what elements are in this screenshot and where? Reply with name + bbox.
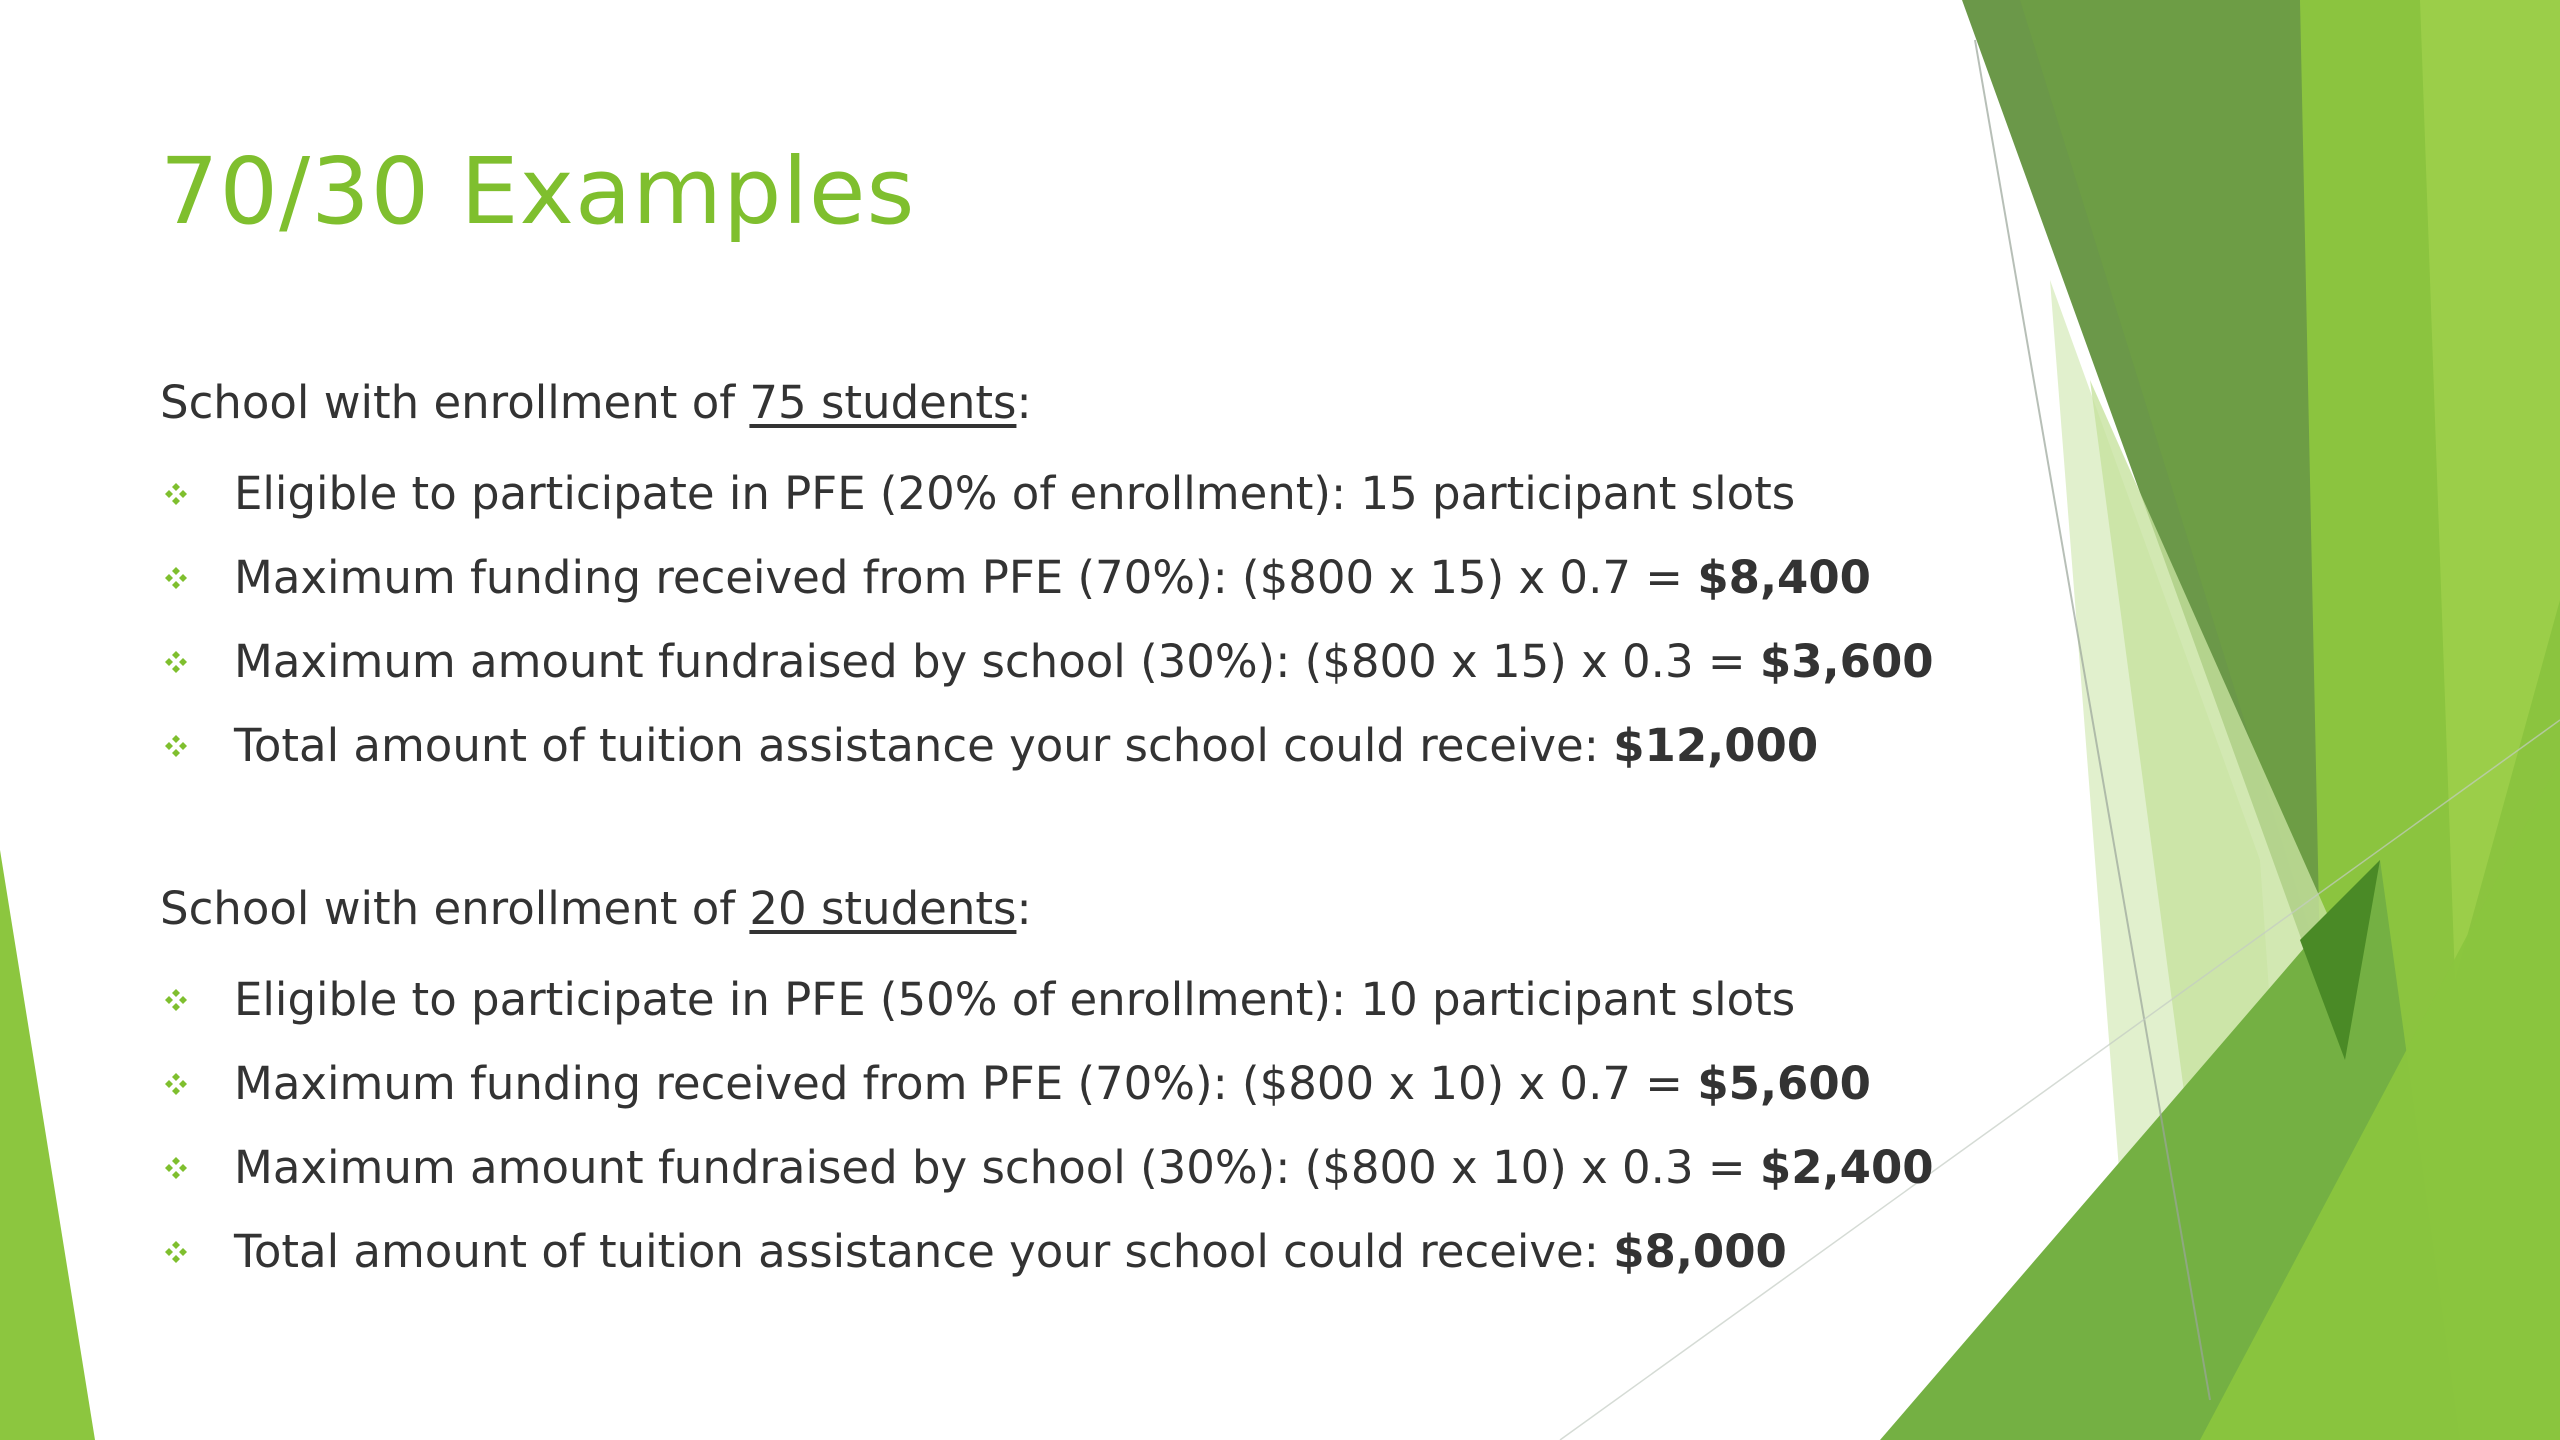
four-diamond-bullet-icon	[164, 1156, 188, 1180]
four-diamond-bullet-icon	[164, 1072, 188, 1096]
bullet-amount: $8,400	[1697, 551, 1871, 604]
four-diamond-bullet-icon	[164, 988, 188, 1012]
bullet-list	[160, 958, 1934, 1294]
bullet-text: Total amount of tuition assistance your school could receive:	[234, 719, 1614, 772]
intro-suffix: :	[1016, 882, 1032, 935]
four-diamond-bullet-icon	[164, 482, 188, 506]
bullet-item	[160, 1042, 1934, 1126]
bullet-amount: $3,600	[1759, 635, 1934, 688]
four-diamond-bullet-icon	[164, 650, 188, 674]
section-75-students	[160, 368, 1934, 788]
bullet-amount: $8,000	[1613, 1225, 1787, 1278]
bullet-item	[160, 958, 1934, 1042]
bullet-item	[160, 536, 1934, 620]
bullet-text: Total amount of tuition assistance your school could receive:	[234, 1225, 1614, 1278]
four-diamond-bullet-icon	[164, 566, 188, 590]
bullet-text: Maximum funding received from PFE (70%): ($800 x 10) x 0.7 =	[234, 1057, 1698, 1110]
bullet-amount: $12,000	[1613, 719, 1819, 772]
bullet-item	[160, 704, 1934, 788]
bullet-item	[160, 452, 1934, 536]
bullet-text: Maximum amount fundraised by school (30%): ($800 x 10) x 0.3 =	[234, 1141, 1760, 1194]
intro-enrollment: 75 students	[749, 376, 1017, 429]
bullet-text: Eligible to participate in PFE (50% of enrollment): 10 participant slots	[234, 973, 1796, 1026]
section-20-students	[160, 874, 1934, 1294]
bullet-amount: $2,400	[1759, 1141, 1934, 1194]
bullet-text: Eligible to participate in PFE (20% of enrollment): 15 participant slots	[234, 467, 1796, 520]
left-green-sliver	[0, 850, 95, 1440]
bullet-amount: $5,600	[1697, 1057, 1871, 1110]
slide-title: 70/30 Examples	[160, 138, 916, 245]
bullet-item	[160, 1210, 1934, 1294]
four-diamond-bullet-icon	[164, 734, 188, 758]
section-intro	[160, 874, 1934, 944]
bullet-item	[160, 620, 1934, 704]
bullet-item	[160, 1126, 1934, 1210]
section-intro	[160, 368, 1934, 438]
intro-enrollment: 20 students	[749, 882, 1017, 935]
bullet-list	[160, 452, 1934, 788]
bullet-text: Maximum funding received from PFE (70%): ($800 x 15) x 0.7 =	[234, 551, 1698, 604]
intro-suffix: :	[1016, 376, 1032, 429]
intro-prefix: School with enrollment of	[160, 882, 750, 935]
bullet-text: Maximum amount fundraised by school (30%): ($800 x 15) x 0.3 =	[234, 635, 1760, 688]
four-diamond-bullet-icon	[164, 1240, 188, 1264]
intro-prefix: School with enrollment of	[160, 376, 750, 429]
